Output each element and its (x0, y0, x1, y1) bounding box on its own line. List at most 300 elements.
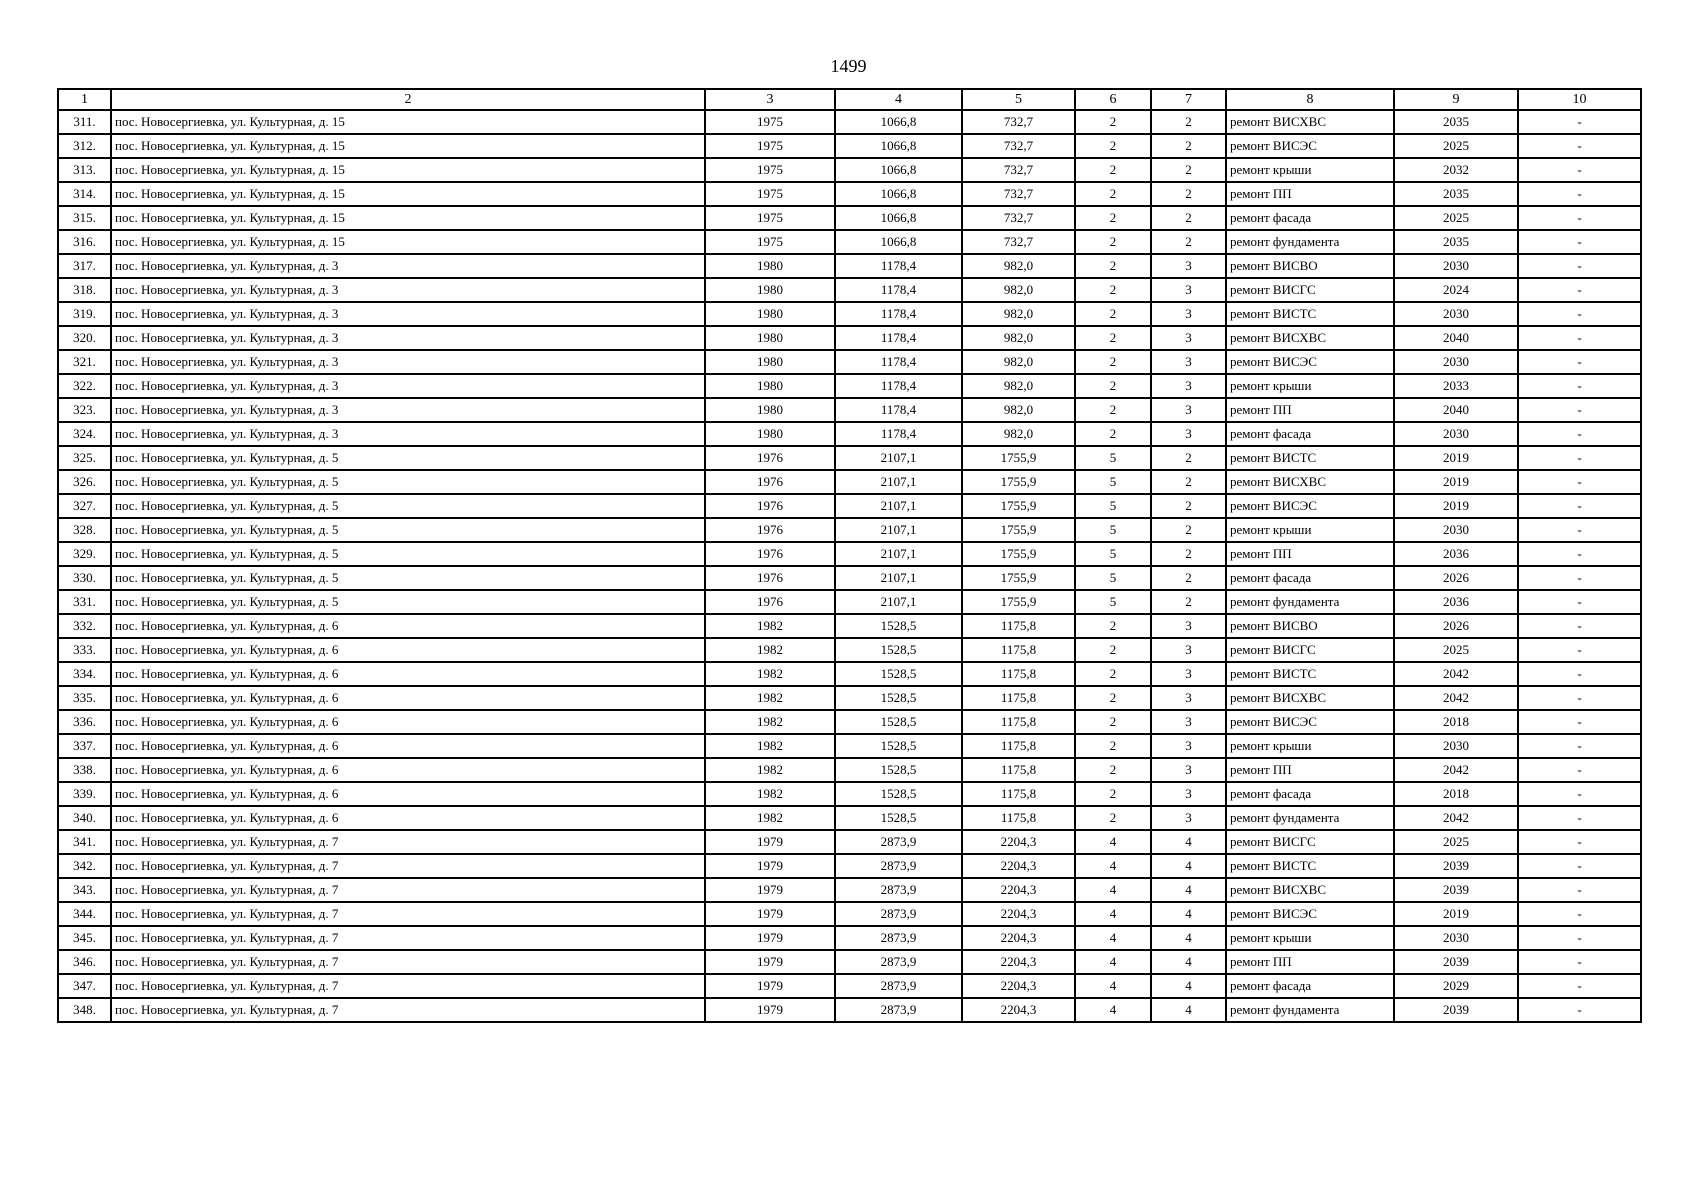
year-built-cell: 1982 (705, 638, 835, 662)
table-row (58, 110, 1641, 134)
table-row (58, 854, 1641, 878)
floors-cell: 5 (1075, 590, 1151, 614)
address-cell: пос. Новосергиевка, ул. Культурная, д. 15 (111, 158, 705, 182)
row-number-cell: 317. (58, 254, 111, 278)
work-type-cell: ремонт ПП (1226, 182, 1394, 206)
address-cell: пос. Новосергиевка, ул. Культурная, д. 6 (111, 734, 705, 758)
floors-cell: 4 (1075, 974, 1151, 998)
row-number-cell: 322. (58, 374, 111, 398)
address-cell: пос. Новосергиевка, ул. Культурная, д. 3 (111, 398, 705, 422)
living-area-cell: 1175,8 (962, 782, 1075, 806)
year-built-cell: 1976 (705, 566, 835, 590)
col-10-value-cell: - (1518, 206, 1641, 230)
year-built-cell: 1979 (705, 830, 835, 854)
entrances-cell: 4 (1151, 878, 1226, 902)
year-built-cell: 1975 (705, 230, 835, 254)
year-built-cell: 1976 (705, 590, 835, 614)
planned-year-cell: 2026 (1394, 566, 1518, 590)
entrances-cell: 3 (1151, 710, 1226, 734)
header-row (58, 89, 1641, 110)
year-built-cell: 1982 (705, 710, 835, 734)
total-area-cell: 2107,1 (835, 470, 962, 494)
address-cell: пос. Новосергиевка, ул. Культурная, д. 6 (111, 806, 705, 830)
total-area-cell: 1178,4 (835, 350, 962, 374)
living-area-cell: 1175,8 (962, 806, 1075, 830)
row-number-cell: 346. (58, 950, 111, 974)
planned-year-cell: 2030 (1394, 350, 1518, 374)
row-number-cell: 330. (58, 566, 111, 590)
table-row (58, 542, 1641, 566)
floors-cell: 2 (1075, 302, 1151, 326)
year-built-cell: 1982 (705, 686, 835, 710)
row-number-cell: 332. (58, 614, 111, 638)
total-area-cell: 1066,8 (835, 158, 962, 182)
row-number-cell: 342. (58, 854, 111, 878)
col-10-value-cell: - (1518, 950, 1641, 974)
table-row (58, 614, 1641, 638)
work-type-cell: ремонт ПП (1226, 542, 1394, 566)
living-area-cell: 1175,8 (962, 734, 1075, 758)
total-area-cell: 1178,4 (835, 398, 962, 422)
column-header-8: 8 (1226, 89, 1394, 110)
year-built-cell: 1980 (705, 398, 835, 422)
address-cell: пос. Новосергиевка, ул. Культурная, д. 7 (111, 926, 705, 950)
address-cell: пос. Новосергиевка, ул. Культурная, д. 7 (111, 902, 705, 926)
col-10-value-cell: - (1518, 662, 1641, 686)
floors-cell: 4 (1075, 998, 1151, 1022)
floors-cell: 4 (1075, 854, 1151, 878)
address-cell: пос. Новосергиевка, ул. Культурная, д. 3 (111, 422, 705, 446)
address-cell: пос. Новосергиевка, ул. Культурная, д. 5 (111, 470, 705, 494)
page-number: 1499 (830, 56, 867, 76)
address-cell: пос. Новосергиевка, ул. Культурная, д. 6 (111, 638, 705, 662)
column-header-2: 2 (111, 89, 705, 110)
work-type-cell: ремонт фундамента (1226, 998, 1394, 1022)
entrances-cell: 2 (1151, 134, 1226, 158)
planned-year-cell: 2040 (1394, 326, 1518, 350)
total-area-cell: 2107,1 (835, 542, 962, 566)
address-cell: пос. Новосергиевка, ул. Культурная, д. 5 (111, 542, 705, 566)
col-10-value-cell: - (1518, 758, 1641, 782)
planned-year-cell: 2036 (1394, 542, 1518, 566)
planned-year-cell: 2039 (1394, 854, 1518, 878)
entrances-cell: 2 (1151, 446, 1226, 470)
planned-year-cell: 2026 (1394, 614, 1518, 638)
planned-year-cell: 2018 (1394, 782, 1518, 806)
work-type-cell: ремонт крыши (1226, 926, 1394, 950)
row-number-cell: 333. (58, 638, 111, 662)
planned-year-cell: 2030 (1394, 422, 1518, 446)
address-cell: пос. Новосергиевка, ул. Культурная, д. 5 (111, 566, 705, 590)
planned-year-cell: 2019 (1394, 902, 1518, 926)
floors-cell: 2 (1075, 398, 1151, 422)
address-cell: пос. Новосергиевка, ул. Культурная, д. 7 (111, 830, 705, 854)
planned-year-cell: 2029 (1394, 974, 1518, 998)
work-type-cell: ремонт ВИСГС (1226, 278, 1394, 302)
row-number-cell: 323. (58, 398, 111, 422)
work-type-cell: ремонт ВИСТС (1226, 446, 1394, 470)
table-row (58, 278, 1641, 302)
total-area-cell: 2873,9 (835, 902, 962, 926)
row-number-cell: 337. (58, 734, 111, 758)
table-row (58, 758, 1641, 782)
column-header-1: 1 (58, 89, 111, 110)
address-cell: пос. Новосергиевка, ул. Культурная, д. 5 (111, 446, 705, 470)
year-built-cell: 1975 (705, 110, 835, 134)
col-10-value-cell: - (1518, 422, 1641, 446)
col-10-value-cell: - (1518, 302, 1641, 326)
living-area-cell: 982,0 (962, 350, 1075, 374)
col-10-value-cell: - (1518, 686, 1641, 710)
living-area-cell: 1755,9 (962, 542, 1075, 566)
address-cell: пос. Новосергиевка, ул. Культурная, д. 15 (111, 230, 705, 254)
living-area-cell: 982,0 (962, 326, 1075, 350)
year-built-cell: 1975 (705, 182, 835, 206)
year-built-cell: 1976 (705, 470, 835, 494)
row-number-cell: 321. (58, 350, 111, 374)
year-built-cell: 1982 (705, 662, 835, 686)
total-area-cell: 1528,5 (835, 686, 962, 710)
table-row (58, 326, 1641, 350)
floors-cell: 2 (1075, 326, 1151, 350)
floors-cell: 4 (1075, 926, 1151, 950)
living-area-cell: 1175,8 (962, 758, 1075, 782)
living-area-cell: 982,0 (962, 254, 1075, 278)
col-10-value-cell: - (1518, 902, 1641, 926)
total-area-cell: 1528,5 (835, 638, 962, 662)
planned-year-cell: 2030 (1394, 254, 1518, 278)
year-built-cell: 1980 (705, 302, 835, 326)
floors-cell: 2 (1075, 350, 1151, 374)
col-10-value-cell: - (1518, 134, 1641, 158)
address-cell: пос. Новосергиевка, ул. Культурная, д. 7 (111, 974, 705, 998)
living-area-cell: 1755,9 (962, 494, 1075, 518)
col-10-value-cell: - (1518, 806, 1641, 830)
year-built-cell: 1976 (705, 518, 835, 542)
planned-year-cell: 2030 (1394, 302, 1518, 326)
total-area-cell: 2873,9 (835, 974, 962, 998)
floors-cell: 2 (1075, 182, 1151, 206)
address-cell: пос. Новосергиевка, ул. Культурная, д. 15 (111, 134, 705, 158)
row-number-cell: 325. (58, 446, 111, 470)
row-number-cell: 311. (58, 110, 111, 134)
living-area-cell: 732,7 (962, 182, 1075, 206)
work-type-cell: ремонт ВИСЭС (1226, 350, 1394, 374)
column-header-3: 3 (705, 89, 835, 110)
entrances-cell: 3 (1151, 782, 1226, 806)
col-10-value-cell: - (1518, 878, 1641, 902)
total-area-cell: 1178,4 (835, 422, 962, 446)
planned-year-cell: 2042 (1394, 662, 1518, 686)
table-row (58, 926, 1641, 950)
floors-cell: 4 (1075, 902, 1151, 926)
entrances-cell: 2 (1151, 158, 1226, 182)
entrances-cell: 3 (1151, 302, 1226, 326)
floors-cell: 4 (1075, 950, 1151, 974)
living-area-cell: 2204,3 (962, 830, 1075, 854)
year-built-cell: 1979 (705, 974, 835, 998)
row-number-cell: 318. (58, 278, 111, 302)
table-row (58, 710, 1641, 734)
column-header-7: 7 (1151, 89, 1226, 110)
row-number-cell: 348. (58, 998, 111, 1022)
living-area-cell: 2204,3 (962, 854, 1075, 878)
floors-cell: 5 (1075, 494, 1151, 518)
address-cell: пос. Новосергиевка, ул. Культурная, д. 6 (111, 758, 705, 782)
table-row (58, 422, 1641, 446)
work-type-cell: ремонт ПП (1226, 398, 1394, 422)
entrances-cell: 3 (1151, 350, 1226, 374)
total-area-cell: 2873,9 (835, 998, 962, 1022)
row-number-cell: 344. (58, 902, 111, 926)
floors-cell: 4 (1075, 878, 1151, 902)
row-number-cell: 336. (58, 710, 111, 734)
row-number-cell: 313. (58, 158, 111, 182)
col-10-value-cell: - (1518, 854, 1641, 878)
year-built-cell: 1982 (705, 734, 835, 758)
floors-cell: 2 (1075, 662, 1151, 686)
table-header (58, 89, 1641, 110)
work-type-cell: ремонт фасада (1226, 206, 1394, 230)
work-type-cell: ремонт ВИСТС (1226, 302, 1394, 326)
address-cell: пос. Новосергиевка, ул. Культурная, д. 3 (111, 254, 705, 278)
total-area-cell: 1178,4 (835, 254, 962, 278)
address-cell: пос. Новосергиевка, ул. Культурная, д. 6 (111, 662, 705, 686)
planned-year-cell: 2030 (1394, 734, 1518, 758)
col-10-value-cell: - (1518, 326, 1641, 350)
planned-year-cell: 2042 (1394, 686, 1518, 710)
entrances-cell: 3 (1151, 662, 1226, 686)
table-row (58, 686, 1641, 710)
col-10-value-cell: - (1518, 782, 1641, 806)
planned-year-cell: 2018 (1394, 710, 1518, 734)
total-area-cell: 2107,1 (835, 446, 962, 470)
year-built-cell: 1982 (705, 758, 835, 782)
col-10-value-cell: - (1518, 350, 1641, 374)
year-built-cell: 1976 (705, 446, 835, 470)
col-10-value-cell: - (1518, 254, 1641, 278)
address-cell: пос. Новосергиевка, ул. Культурная, д. 3 (111, 326, 705, 350)
year-built-cell: 1982 (705, 614, 835, 638)
work-type-cell: ремонт ВИСЭС (1226, 134, 1394, 158)
total-area-cell: 1528,5 (835, 710, 962, 734)
col-10-value-cell: - (1518, 590, 1641, 614)
floors-cell: 5 (1075, 446, 1151, 470)
address-cell: пос. Новосергиевка, ул. Культурная, д. 6 (111, 686, 705, 710)
year-built-cell: 1975 (705, 206, 835, 230)
floors-cell: 2 (1075, 806, 1151, 830)
work-type-cell: ремонт ПП (1226, 758, 1394, 782)
table-row (58, 734, 1641, 758)
row-number-cell: 328. (58, 518, 111, 542)
entrances-cell: 3 (1151, 734, 1226, 758)
col-10-value-cell: - (1518, 158, 1641, 182)
col-10-value-cell: - (1518, 398, 1641, 422)
col-10-value-cell: - (1518, 566, 1641, 590)
planned-year-cell: 2025 (1394, 638, 1518, 662)
row-number-cell: 326. (58, 470, 111, 494)
col-10-value-cell: - (1518, 614, 1641, 638)
col-10-value-cell: - (1518, 374, 1641, 398)
row-number-cell: 347. (58, 974, 111, 998)
total-area-cell: 2107,1 (835, 494, 962, 518)
year-built-cell: 1976 (705, 494, 835, 518)
col-10-value-cell: - (1518, 734, 1641, 758)
total-area-cell: 1066,8 (835, 182, 962, 206)
planned-year-cell: 2025 (1394, 830, 1518, 854)
entrances-cell: 2 (1151, 590, 1226, 614)
planned-year-cell: 2032 (1394, 158, 1518, 182)
year-built-cell: 1979 (705, 878, 835, 902)
row-number-cell: 340. (58, 806, 111, 830)
year-built-cell: 1980 (705, 278, 835, 302)
work-type-cell: ремонт ВИСЭС (1226, 902, 1394, 926)
col-10-value-cell: - (1518, 710, 1641, 734)
table-row (58, 470, 1641, 494)
col-10-value-cell: - (1518, 110, 1641, 134)
floors-cell: 2 (1075, 278, 1151, 302)
total-area-cell: 1528,5 (835, 734, 962, 758)
living-area-cell: 1755,9 (962, 470, 1075, 494)
living-area-cell: 732,7 (962, 158, 1075, 182)
floors-cell: 2 (1075, 230, 1151, 254)
entrances-cell: 3 (1151, 254, 1226, 278)
work-type-cell: ремонт ВИСВО (1226, 614, 1394, 638)
entrances-cell: 4 (1151, 854, 1226, 878)
year-built-cell: 1980 (705, 350, 835, 374)
entrances-cell: 4 (1151, 830, 1226, 854)
row-number-cell: 335. (58, 686, 111, 710)
address-cell: пос. Новосергиевка, ул. Культурная, д. 7 (111, 950, 705, 974)
entrances-cell: 2 (1151, 182, 1226, 206)
table-row (58, 134, 1641, 158)
year-built-cell: 1982 (705, 782, 835, 806)
total-area-cell: 1528,5 (835, 782, 962, 806)
work-type-cell: ремонт ВИСЭС (1226, 494, 1394, 518)
col-10-value-cell: - (1518, 470, 1641, 494)
column-header-6: 6 (1075, 89, 1151, 110)
work-type-cell: ремонт ВИСТС (1226, 854, 1394, 878)
row-number-cell: 312. (58, 134, 111, 158)
row-number-cell: 343. (58, 878, 111, 902)
address-cell: пос. Новосергиевка, ул. Культурная, д. 6 (111, 710, 705, 734)
entrances-cell: 2 (1151, 542, 1226, 566)
work-type-cell: ремонт ВИСХВС (1226, 686, 1394, 710)
entrances-cell: 3 (1151, 758, 1226, 782)
work-type-cell: ремонт ВИСХВС (1226, 326, 1394, 350)
row-number-cell: 327. (58, 494, 111, 518)
row-number-cell: 315. (58, 206, 111, 230)
total-area-cell: 1528,5 (835, 662, 962, 686)
col-10-value-cell: - (1518, 518, 1641, 542)
table-row (58, 806, 1641, 830)
col-10-value-cell: - (1518, 542, 1641, 566)
entrances-cell: 3 (1151, 326, 1226, 350)
entrances-cell: 3 (1151, 374, 1226, 398)
total-area-cell: 2107,1 (835, 590, 962, 614)
work-type-cell: ремонт фасада (1226, 782, 1394, 806)
col-10-value-cell: - (1518, 182, 1641, 206)
floors-cell: 5 (1075, 542, 1151, 566)
living-area-cell: 1755,9 (962, 566, 1075, 590)
living-area-cell: 982,0 (962, 278, 1075, 302)
address-cell: пос. Новосергиевка, ул. Культурная, д. 15 (111, 182, 705, 206)
entrances-cell: 2 (1151, 494, 1226, 518)
column-header-9: 9 (1394, 89, 1518, 110)
floors-cell: 2 (1075, 734, 1151, 758)
planned-year-cell: 2039 (1394, 998, 1518, 1022)
year-built-cell: 1980 (705, 422, 835, 446)
table-row (58, 830, 1641, 854)
floors-cell: 4 (1075, 830, 1151, 854)
living-area-cell: 1755,9 (962, 518, 1075, 542)
planned-year-cell: 2039 (1394, 950, 1518, 974)
row-number-cell: 339. (58, 782, 111, 806)
row-number-cell: 314. (58, 182, 111, 206)
entrances-cell: 2 (1151, 110, 1226, 134)
table-row (58, 446, 1641, 470)
work-type-cell: ремонт ПП (1226, 950, 1394, 974)
col-10-value-cell: - (1518, 446, 1641, 470)
total-area-cell: 1178,4 (835, 302, 962, 326)
floors-cell: 2 (1075, 206, 1151, 230)
floors-cell: 2 (1075, 158, 1151, 182)
planned-year-cell: 2036 (1394, 590, 1518, 614)
address-cell: пос. Новосергиевка, ул. Культурная, д. 3 (111, 374, 705, 398)
address-cell: пос. Новосергиевка, ул. Культурная, д. 15 (111, 110, 705, 134)
total-area-cell: 1528,5 (835, 758, 962, 782)
entrances-cell: 3 (1151, 638, 1226, 662)
planned-year-cell: 2024 (1394, 278, 1518, 302)
year-built-cell: 1979 (705, 998, 835, 1022)
table-row (58, 254, 1641, 278)
col-10-value-cell: - (1518, 494, 1641, 518)
total-area-cell: 1528,5 (835, 614, 962, 638)
entrances-cell: 4 (1151, 902, 1226, 926)
repair-schedule-table (57, 88, 1642, 1023)
planned-year-cell: 2035 (1394, 110, 1518, 134)
floors-cell: 2 (1075, 422, 1151, 446)
living-area-cell: 732,7 (962, 110, 1075, 134)
work-type-cell: ремонт фасада (1226, 422, 1394, 446)
floors-cell: 2 (1075, 758, 1151, 782)
planned-year-cell: 2030 (1394, 926, 1518, 950)
floors-cell: 2 (1075, 782, 1151, 806)
table-row (58, 374, 1641, 398)
living-area-cell: 732,7 (962, 206, 1075, 230)
row-number-cell: 319. (58, 302, 111, 326)
col-10-value-cell: - (1518, 278, 1641, 302)
address-cell: пос. Новосергиевка, ул. Культурная, д. 15 (111, 206, 705, 230)
address-cell: пос. Новосергиевка, ул. Культурная, д. 7 (111, 998, 705, 1022)
living-area-cell: 1755,9 (962, 590, 1075, 614)
living-area-cell: 2204,3 (962, 878, 1075, 902)
planned-year-cell: 2035 (1394, 182, 1518, 206)
work-type-cell: ремонт фундамента (1226, 806, 1394, 830)
living-area-cell: 2204,3 (962, 902, 1075, 926)
year-built-cell: 1979 (705, 854, 835, 878)
row-number-cell: 338. (58, 758, 111, 782)
table-row (58, 590, 1641, 614)
living-area-cell: 732,7 (962, 134, 1075, 158)
living-area-cell: 1175,8 (962, 710, 1075, 734)
address-cell: пос. Новосергиевка, ул. Культурная, д. 6 (111, 782, 705, 806)
table-row (58, 206, 1641, 230)
work-type-cell: ремонт фасада (1226, 566, 1394, 590)
planned-year-cell: 2025 (1394, 134, 1518, 158)
year-built-cell: 1975 (705, 134, 835, 158)
address-cell: пос. Новосергиевка, ул. Культурная, д. 5 (111, 590, 705, 614)
